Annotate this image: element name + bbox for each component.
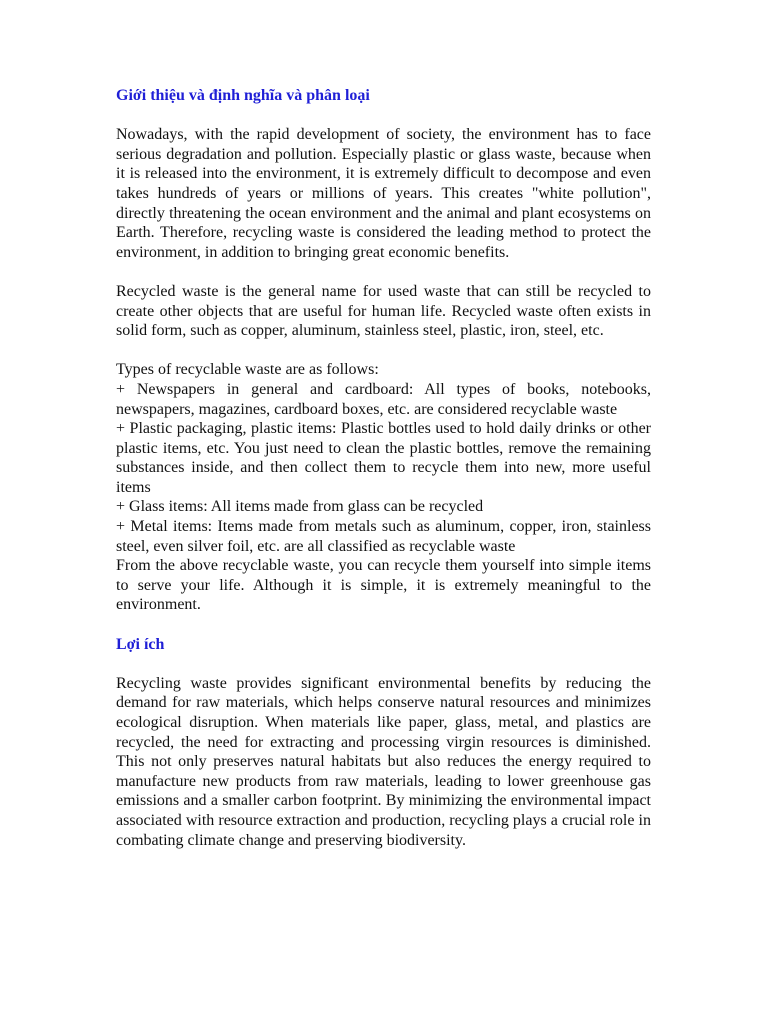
document-page — [116, 86, 651, 870]
type-item-metal: + Metal items: Items made from metals such as aluminum, copper, iron, stainless steel, even silver foil, etc. are all classified as recyclable waste — [116, 518, 651, 555]
section-heading-benefits: Lợi ích — [116, 635, 165, 653]
type-item-plastic: + Plastic packaging, plastic items: Plastic bottles used to hold daily drinks or other plastic items, etc. You just need to clean the plastic bottles, remove the remaining substances inside, and then collect them to recycle them into new, more useful items — [116, 420, 651, 496]
definition-paragraph: Recycled waste is the general name for used waste that can still be recycled to create other objects that are useful for human life. Recycled waste often exists in solid form, such as copper, aluminum, stainless steel, plastic, iron, steel, etc. — [116, 282, 651, 340]
type-item-paper: + Newspapers in general and cardboard: All types of books, notebooks, newspapers, magazines, cardboard boxes, etc. are considered recyclable waste — [116, 380, 651, 418]
types-list-block — [116, 360, 651, 615]
benefits-paragraph: Recycling waste provides significant environmental benefits by reducing the demand for raw materials, which helps conserve natural resources and minimizes ecological disruption. When materials like paper, glass, metal, and plastics are recycled, the need for extracting and processing virgin resources is diminished. This not only preserves natural habitats but also reduces the energy required to manufacture new products from raw materials, leading to lower greenhouse gas emissions and a smaller carbon footprint. By minimizing the environmental impact associated with resource extraction and production, recycling plays a crucial role in combating climate change and preserving biodiversity. — [116, 674, 651, 849]
types-intro-line: Types of recyclable waste are as follows: — [116, 361, 379, 379]
intro-paragraph: Nowadays, with the rapid development of society, the environment has to face serious degradation and pollution. Especially plastic or glass waste, because when it is released into the environment, it is extremely difficult to decompose and even takes hundreds of years or millions of years. This creates "white pollution", directly threatening the ocean environment and the animal and plant ecosystems on Earth. Therefore, recycling waste is considered the leading method to protect the environment, in addition to bringing great economic benefits. — [116, 126, 651, 261]
section-heading-introduction: Giới thiệu và định nghĩa và phân loại — [116, 87, 370, 104]
type-item-glass: + Glass items: All items made from glass can be recycled — [116, 498, 484, 516]
types-closing-line: From the above recyclable waste, you can recycle them yourself into simple items to serve your life. Although it is simple, it is extremely meaningful to the environment. — [116, 557, 651, 614]
